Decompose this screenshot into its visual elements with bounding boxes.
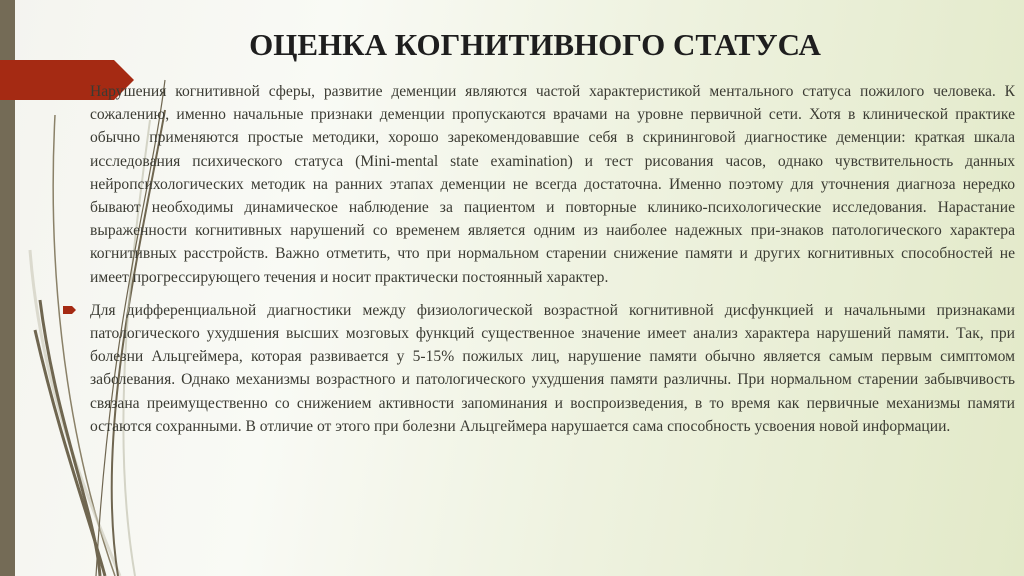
paragraph-1 <box>90 80 1015 289</box>
slide-content <box>90 80 1015 448</box>
arrow-bullet-icon <box>63 306 76 314</box>
slide-title: ОЦЕНКА КОГНИТИВНОГО СТАТУСА <box>249 26 821 62</box>
paragraph-text: Для дифференциальной диагностики между физиологической возрастной когнитивной дисфункцией и начальными признаками патологического ухудшения высших мозговых функций существенное значение имеет анализ характера нарушений памяти. Так, при болезни Альцгеймера, которая развивается у 5-15% пожилых лиц, нарушение памяти обычно является самым первым симптомом заболевания. Однако механизмы возрастного и патологического ухудшения памяти различны. При нормальном старении забывчивость связана преимущественно со снижением активности запоминания и воспроизведения, в то время как первичные механизмы памяти остаются сохранными. В отличие от этого при болезни Альцгеймера нарушается сама способность усвоения новой информации. <box>90 301 1015 435</box>
paragraph-text: Нарушения когнитивной сферы, развитие деменции являются частой характеристикой ментального статуса пожилого человека. К сожалению, именно начальные признаки деменции пропускаются врачами на уровне первичной сети. Хотя в клинической практике обычно применяются простые методики, хорошо зарекомендовавшие себя в скрининговой диагностике деменции: краткая шкала исследования психического статуса (Mini-mental state examination) и тест рисования часов, однако чувствительность данных нейропсихологических методик на ранних этапах деменции не всегда достаточна. Именно поэтому для уточнения диагноза нередко бывают необходимы динамическое наблюдение за пациентом и повторные клинико-психологические исследования. Нарастание выраженности когнитивных нарушений со временем является одним из наиболее надежных при-знаков патологического характера когнитивных расстройств. Важно отметить, что при нормальном старении снижение памяти и других когнитивных способностей не имеет прогрессирующего течения и носит практически постоянный характер. <box>90 83 1015 286</box>
paragraph-2 <box>90 299 1015 438</box>
